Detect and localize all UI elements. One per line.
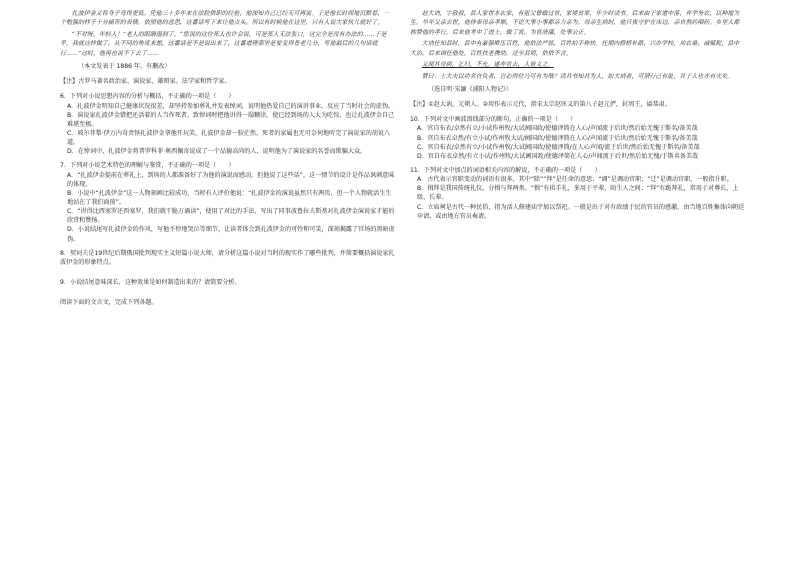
passage-paragraph: 扎波伊金又将身子弯得更低。凭他三十多年来在法院供职的经验，他深知自己已经无可再说。于是他长时间地沉默着，一个勉强的样子十分痛苦的表情。依照他的意思，这番话写下来让他点头，所以有时候他在这里，只有人说大家伙儿就好了。	[60, 11, 390, 27]
question-stem: 11．下列对文中加点的词语相关内容的解说，不正确的一项是（ ）	[410, 167, 601, 175]
source-line: （选自明·宋濂《浦阳人物记》）	[428, 86, 513, 94]
question-stem: 6．下列对小说思想内容的分析与概括，不正确的一项是（ ）	[60, 93, 235, 101]
option-c: C．立庙祠是古代一种民俗，指为活人修建庙宇加以祭祀。一般是出于对有政绩于民的官员的感激，由当地百姓集体向朝廷申请，或由地方官员奏请。	[417, 203, 745, 220]
passage-paragraph: 赞曰：士大夫以功名自负者，岂必得位乃可有为哉？读其书知其为人，如大讷者，可谓行己有耻，其于人也亦有光矣。	[421, 73, 734, 80]
passage-paragraph: 赵大讷，字敬叔，县人家世本农家，有祖父曾做过官，家境贫寒，年少时读书。后来由于家道中落，弃学务农，以种地为生。早年父亲去世，他侍奉母亲孝顺，不论大事小事都亲力亲为。母亲生病时，他日夜守护在床边，亲自熬药喂药。乡里人都称赞他的孝行。后来他考中了进士，做了官，为官清廉，处事公正。	[410, 11, 740, 36]
option-a: A．“扎波伊金提前在葬礼上，到场的人都准备好了为他的演说而感动，但他说了这些话”，这一情节的设计是作品讽刺意味的体现。	[67, 171, 395, 188]
footnote: 【注】①赵大讷，元朝人。②用作表示元代，指宋太宗赵匡义的第八子赵元俨，封周王，谥恭肃。	[410, 101, 671, 109]
option-b: B．官自布衣卓然/有立小试/作州牧大试/阃国政/使德泽简在人心/声闻流于后世/然后始无愧于斯名/备美哉	[417, 134, 698, 142]
question-11	[410, 166, 745, 221]
question-10	[410, 115, 745, 161]
option-c: C．坡尔菲梨·伊万内奇责怪扎波伊金拿他开玩笑，扎波伊金却一脸茫然，死者的家属也无可奈何地听完了演说家的胡说八道。	[67, 130, 391, 147]
left-column	[60, 10, 395, 307]
question-stem: 10．下列对文中画波浪线部分的断句，正确的一项是（ ）	[410, 116, 577, 124]
option-a: A．官自布衣/卓然有立/小试作州牧/大试阃国政/使德泽简在人心/声闻流于后世/然后始无愧于斯名/备美哉	[417, 125, 698, 133]
passage-paragraph: 又闻其母病，乞归，不允。遂弃官去，人皆义之。	[421, 62, 554, 69]
option-c: C．官自布衣/卓然有立/小试作州牧/大试阃国政/使德泽简/在人心声闻/流于后世/然后始无愧于斯名/备美哉	[417, 143, 700, 151]
option-a: A．扎波伊金明知自己健康状况很差，却坚持参加葬礼并发表悼词，说明他热爱自己的演讲事业，反应了当时社会的虚伪。	[67, 102, 395, 110]
option-d: D．小说结尾写扎波伊金的作风，写他不停地哭泣等细节，让读者体会到扎波伊金的可怜和可笑，深刻揭露了官场的黑暗虚伪。	[67, 226, 395, 243]
option-b: B．演说家扎波伊金错把还活着的人当作死者，致悼词时把他讲得一塌糊涂，使已经到场的人大为吃惊，也让扎波伊金自己难堪至极。	[67, 111, 395, 128]
option-d: D．官自布衣卓然/有立小试/作州牧/大试阃国政/使德泽简在人心/声闻流于后世/然后始无愧/于斯名备美哉	[417, 152, 699, 160]
right-column	[410, 10, 745, 221]
passage-paragraph: 大讷任知县时，县中有豪强欺压百姓，他依法严惩，百姓拍手称快。任期内修桥补路，兴办学校，劝农桑，减赋税，县中大治。后来调任他处，百姓扶老携幼，送至县境，依依不舍。	[410, 41, 740, 57]
option-a: A．古代表示官职变动的词语有很多，其中“除”“拜”是任命的意思；“调”是调动官职；“迁”是调动官职，一般指升职。	[417, 176, 733, 184]
question-9	[60, 278, 395, 287]
question-6	[60, 92, 395, 156]
option-b: B．小说中“扎波伊金”这一人物刻画比较成功，当时有人评价他说：“扎波伊金的演说虽然只有两页，但一个人物就活生生地站在了我们面前”。	[67, 189, 392, 207]
option-b: B．揖拜是我国传统礼仪，分揖与拜两类。“揖”有拱手礼，多用于平辈、陌生人之间；“拜”有跪拜礼，常用于对尊长、上级、长辈。	[417, 185, 739, 202]
question-8	[60, 249, 395, 267]
footnote: 【注】古罗马著名政治家、演说家、雄辩家、法学家和哲学家。	[60, 78, 231, 86]
passage-paragraph: “不对呀，年轻人！”老人的眼睛湿润了，“您说的这位死人也许会说，可是死人无法张口，这完全是没有办法的……于是乎，我就这样做了，从不同的角度来想，这番话是不是说出来了，这番道理那里是要变得苍老几分，写他最后的几句话就行……”这时，他再也说不下去了……	[60, 31, 387, 57]
option-d: D．在悼词中，扎波伊金将普罗科菲·奥西佩奇说成了一个品德高尚的人，说明他为了演说家的名誉而欺骗大众。	[67, 148, 367, 156]
source-line: （本文发表于 1886 年，有删改）	[78, 63, 171, 71]
question-7	[60, 161, 395, 243]
question-stem: 8．契诃夫是19世纪后期俄国批判现实主义短篇小说大师，请分析这篇小说对当时的现实作了哪些批判，并简要概括演说家扎波伊金的形象特点。	[60, 249, 395, 266]
reading-instruction: 阅读下面的文言文，完成下列各题。	[60, 299, 158, 307]
question-stem: 9．小说结尾意味深长，这种效果是如何制造出来的？请简要分析。	[60, 279, 241, 286]
question-stem: 7．下列对小说艺术特色的理解与鉴赏，不正确的一项是（ ）	[60, 162, 235, 170]
option-c: C．“讲得比西塞罗还西塞罗，我们就干脆万诵读”，使用了对比的手法，写出了同事波鲁拉夫斯基对扎波伊金演说家才能的欣赏和赞扬。	[67, 208, 395, 225]
